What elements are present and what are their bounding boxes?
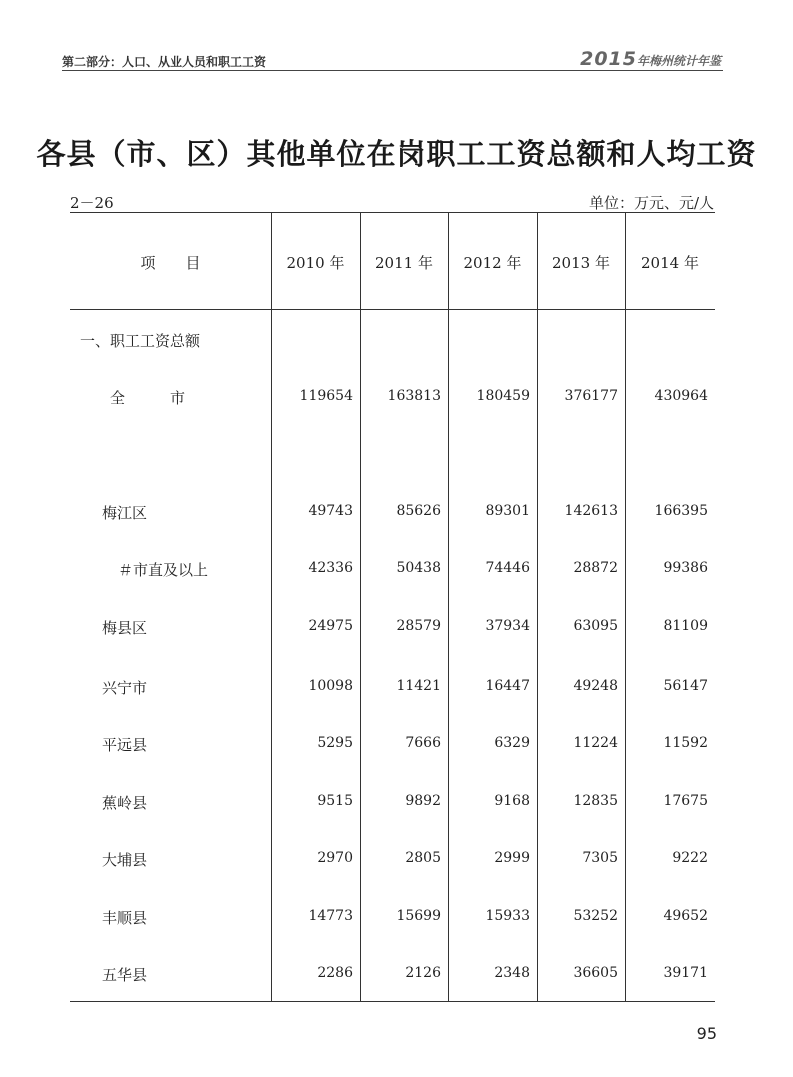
table-cell: 49248 [573,678,618,694]
table-cell: 7666 [405,735,441,751]
table-cell: 11421 [396,678,441,694]
row-label: 梅江区 [102,504,148,522]
section-label: 一、职工工资总额 [80,332,201,350]
table-cell: 142613 [564,503,618,519]
year-header: 2010 年 [286,254,345,272]
row-label: 大埔县 [102,851,148,869]
running-header-section: 第二部分：人口、从业人员和职工工资 [62,55,267,69]
row-label: 梅县区 [102,619,148,637]
column-divider [537,212,538,1002]
running-header-year: 2015 [580,48,637,70]
table-cell: 9168 [494,793,530,809]
table-cell: 36605 [573,965,618,981]
table-cell: 85626 [396,503,441,519]
column-divider [271,212,272,1002]
table-cell: 180459 [476,388,530,404]
row-label: 蕉岭县 [102,794,148,812]
table-cell: 6329 [494,735,530,751]
table-header-rule [70,309,715,310]
table-cell: 74446 [485,560,530,576]
table-cell: 9515 [317,793,353,809]
table-cell: 9222 [672,850,708,866]
table-cell: 163813 [387,388,441,404]
column-divider [625,212,626,1002]
table-cell: 17675 [663,793,708,809]
table-cell: 99386 [663,560,708,576]
row-label: 平远县 [102,736,148,754]
year-header: 2014 年 [641,254,699,272]
table-cell: 16447 [485,678,530,694]
table-cell: 50438 [396,560,441,576]
table-cell: 10098 [308,678,353,694]
header-rule [62,70,723,71]
column-divider [360,212,361,1002]
table-cell: 2805 [405,850,441,866]
table-cell: 2348 [494,965,530,981]
table-cell: 14773 [308,908,353,924]
table-cell: 24975 [308,618,353,634]
table-cell: 15699 [396,908,441,924]
table-cell: 28872 [573,560,618,576]
row-label: 全 市 [110,389,186,407]
table-top-rule [70,212,715,213]
table-cell: 2970 [317,850,353,866]
table-cell: 9892 [405,793,441,809]
table-cell: 166395 [654,503,708,519]
column-divider [448,212,449,1002]
table-cell: 81109 [663,618,708,634]
row-label: ＃市直及以上 [118,561,209,579]
page-title: 各县（市、区）其他单位在岗职工工资总额和人均工资 [36,137,757,171]
table-cell: 376177 [564,388,618,404]
table-cell: 430964 [654,388,708,404]
table-cell: 56147 [663,678,708,694]
table-cell: 2126 [405,965,441,981]
unit-label: 单位：万元、元/人 [588,194,714,212]
table-cell: 53252 [573,908,618,924]
year-header: 2011 年 [375,254,433,272]
table-cell: 37934 [485,618,530,634]
table-cell: 11224 [573,735,618,751]
running-header-book-title: 年梅州统计年鉴 [636,54,721,68]
row-label: 五华县 [102,966,148,984]
table-cell: 89301 [485,503,530,519]
table-cell: 39171 [663,965,708,981]
table-cell: 2286 [317,965,353,981]
table-code: 2－26 [70,194,114,212]
item-header: 项 目 [140,254,201,272]
table-cell: 119654 [299,388,353,404]
table-cell: 12835 [573,793,618,809]
table-cell: 49652 [663,908,708,924]
page-number: 95 [696,1024,717,1043]
table-bottom-rule [70,1001,715,1002]
table-cell: 42336 [308,560,353,576]
table-cell: 15933 [485,908,530,924]
table-cell: 63095 [573,618,618,634]
table-cell: 7305 [582,850,618,866]
row-label: 丰顺县 [102,909,148,927]
year-header: 2012 年 [463,254,522,272]
table-cell: 5295 [317,735,353,751]
year-header: 2013 年 [552,254,610,272]
table-cell: 11592 [663,735,708,751]
table-cell: 28579 [396,618,441,634]
running-header-book [580,48,721,70]
table-cell: 2999 [494,850,530,866]
table-cell: 49743 [308,503,353,519]
row-label: 兴宁市 [102,679,148,697]
